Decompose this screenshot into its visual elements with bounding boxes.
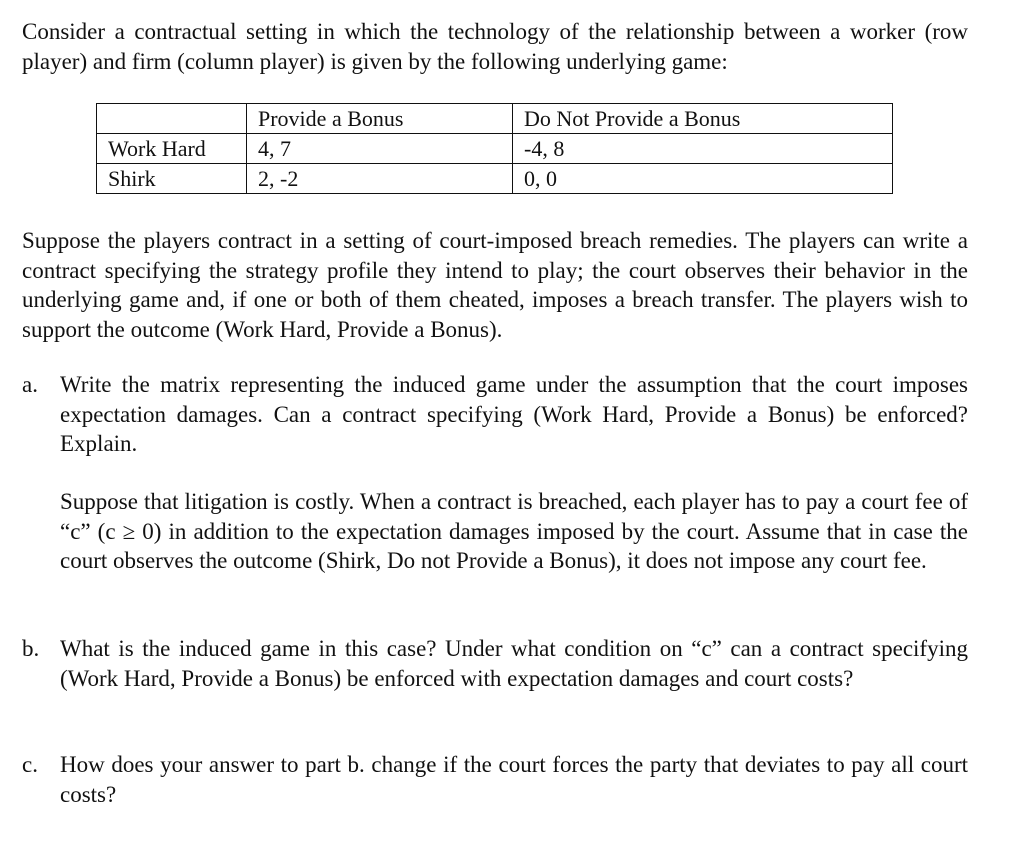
table-header-cell <box>97 104 247 134</box>
question-a <box>22 370 968 459</box>
row-label-shirk: Shirk <box>97 164 247 194</box>
row-label-work-hard: Work Hard <box>97 134 247 164</box>
payoff-matrix-table <box>96 103 893 194</box>
payoff-cell: 4, 7 <box>247 134 513 164</box>
table-row <box>97 134 893 164</box>
question-marker: c. <box>22 752 38 777</box>
payoff-cell: 2, -2 <box>247 164 513 194</box>
table-header-row <box>97 104 893 134</box>
note-text: Suppose that litigation is costly. When a contract is breached, each player has to pay a court fee of “c” (c ≥ 0) in addition to the expectation damages imposed by the court. Assume that in case the court observes the outcome (Shirk, Do not Provide a Bonus), it does not impose any court fee. <box>60 489 968 573</box>
intro-paragraph: Consider a contractual setting in which the technology of the relationship between a worker (row player) and firm (column player) is given by the following underlying game: <box>22 19 968 74</box>
litigation-cost-note <box>22 487 968 576</box>
question-marker: b. <box>22 636 40 661</box>
table-header-cell: Provide a Bonus <box>247 104 513 134</box>
payoff-cell: 0, 0 <box>513 164 893 194</box>
setting-paragraph: Suppose the players contract in a setting of court-imposed breach remedies. The players can write a contract specifying the strategy profile they intend to play; the court observes their behavior in the underlying game and, if one or both of them cheated, imposes a breach transfer. The players wish to support the outcome (Work Hard, Provide a Bonus). <box>22 228 968 342</box>
question-b <box>22 634 968 693</box>
question-text: What is the induced game in this case? Under what condition on “c” can a contract specifying (Work Hard, Provide a Bonus) be enforced with expectation damages and court costs? <box>60 636 968 691</box>
question-c <box>22 750 968 809</box>
question-marker: a. <box>22 372 38 397</box>
table-row <box>97 164 893 194</box>
question-text: How does your answer to part b. change if the court forces the party that deviates to pay all court costs? <box>60 752 968 807</box>
payoff-cell: -4, 8 <box>513 134 893 164</box>
question-text: Write the matrix representing the induced game under the assumption that the court imposes expectation damages. Can a contract specifying (Work Hard, Provide a Bonus) be enforced? Explain. <box>60 372 968 456</box>
table-header-cell: Do Not Provide a Bonus <box>513 104 893 134</box>
